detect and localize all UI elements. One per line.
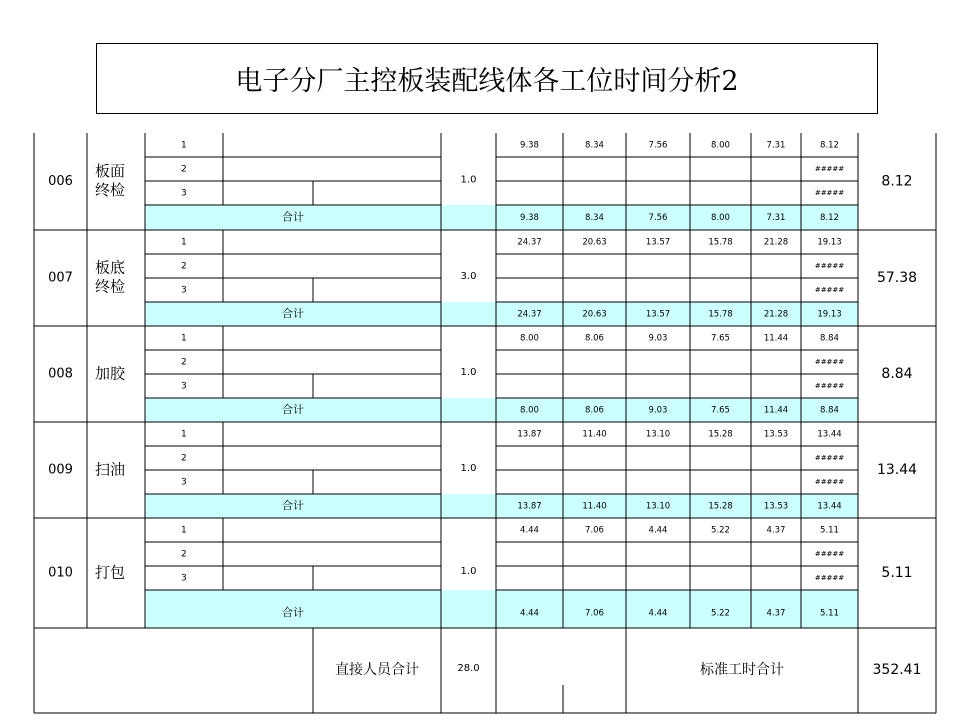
row-number: 2: [181, 164, 187, 175]
time-value: 5.22: [711, 525, 730, 536]
time-value: 20.63: [582, 237, 607, 248]
station-code: 008: [48, 366, 73, 382]
page-title: 电子分厂主控板装配线体各工位时间分析2: [96, 43, 878, 114]
time-value: 7.06: [585, 525, 604, 536]
subtotal-value: 4.44: [520, 608, 539, 619]
subtotal-value: 11.44: [763, 405, 789, 416]
subtotal-average: 5.11: [820, 608, 839, 619]
subtotal-average: 8.84: [820, 405, 839, 416]
time-value: 8.06: [585, 333, 604, 344]
subtotal-value: 8.00: [711, 213, 730, 223]
station-name: 终检: [95, 181, 126, 199]
row-number: 1: [181, 333, 187, 344]
factor-value: 1.0: [460, 174, 477, 186]
overflow-cell: #####: [814, 262, 845, 270]
subtotal-average: 13.44: [817, 501, 842, 512]
average-value: 8.84: [820, 333, 839, 344]
row-number: 2: [181, 453, 187, 464]
average-value: 8.12: [820, 140, 839, 151]
factor-value: 1.0: [460, 463, 477, 474]
overflow-cell: #####: [814, 165, 845, 173]
time-value: 7.56: [648, 140, 668, 151]
subtotal-fill: [496, 302, 858, 326]
station-name: 板面: [95, 162, 126, 180]
time-value: 9.38: [520, 140, 539, 151]
subtotal-value: 15.78: [708, 309, 733, 320]
subtotal-fill: [496, 494, 858, 518]
subtotal-fill: [496, 205, 858, 230]
row-number: 3: [181, 477, 187, 488]
subtotal-fill: [145, 494, 496, 518]
station-result: 8.12: [881, 173, 913, 190]
direct-staff-label: 直接人员合计: [335, 662, 419, 678]
row-number: 1: [181, 140, 187, 151]
std-hours-value: 352.41: [872, 662, 922, 678]
station-code: 009: [48, 462, 73, 478]
station-result: 8.84: [881, 366, 913, 382]
time-value: 4.44: [648, 525, 668, 536]
average-value: 13.44: [817, 429, 842, 440]
row-number: 3: [181, 285, 187, 296]
average-value: 19.13: [817, 237, 842, 248]
row-number: 2: [181, 357, 187, 368]
time-value: 9.03: [648, 333, 668, 344]
station-result: 5.11: [881, 565, 913, 581]
factor-value: 1.0: [460, 367, 477, 378]
time-value: 13.10: [645, 429, 671, 440]
subtotal-label: 合计: [282, 210, 304, 224]
time-value: 21.28: [763, 237, 789, 248]
station-code: 006: [48, 174, 73, 189]
time-value: 15.28: [708, 429, 733, 440]
station-name: 打包: [95, 563, 126, 582]
factor-value: 3.0: [460, 271, 477, 282]
row-number: 3: [181, 381, 187, 392]
subtotal-label: 合计: [282, 403, 304, 416]
factor-value: 1.0: [460, 566, 477, 577]
subtotal-value: 21.28: [763, 309, 789, 320]
row-number: 1: [181, 237, 187, 248]
time-value: 13.57: [645, 237, 671, 248]
subtotal-value: 7.31: [766, 213, 786, 223]
subtotal-value: 15.28: [708, 501, 733, 512]
subtotal-value: 4.37: [766, 608, 786, 619]
subtotal-value: 8.00: [520, 405, 539, 416]
subtotal-label: 合计: [282, 606, 304, 619]
row-number: 3: [181, 573, 187, 584]
subtotal-label: 合计: [282, 499, 304, 512]
time-value: 7.31: [766, 140, 786, 151]
subtotal-value: 4.44: [648, 608, 668, 619]
overflow-cell: #####: [814, 286, 845, 294]
overflow-cell: #####: [814, 574, 845, 582]
station-name: 板底: [95, 258, 126, 277]
time-value: 4.44: [520, 525, 539, 536]
time-value: 15.78: [708, 237, 733, 248]
subtotal-label: 合计: [282, 307, 304, 320]
subtotal-value: 8.34: [585, 213, 604, 223]
overflow-cell: #####: [814, 478, 845, 486]
subtotal-value: 13.87: [517, 501, 542, 512]
subtotal-average: 19.13: [817, 309, 842, 320]
average-value: 5.11: [820, 525, 839, 536]
overflow-cell: #####: [814, 358, 845, 366]
time-value: 24.37: [517, 237, 542, 248]
subtotal-value: 7.65: [711, 405, 730, 416]
station-result: 13.44: [876, 462, 918, 478]
subtotal-value: 5.22: [711, 608, 730, 619]
time-value: 11.40: [582, 429, 607, 440]
subtotal-fill: [145, 398, 496, 422]
subtotal-value: 11.40: [582, 501, 607, 512]
time-value: 8.00: [711, 140, 730, 151]
time-value: 7.65: [711, 333, 730, 344]
subtotal-value: 20.63: [582, 309, 607, 320]
row-number: 1: [181, 429, 187, 440]
subtotal-value: 13.10: [645, 501, 671, 512]
time-value: 13.87: [517, 429, 542, 440]
subtotal-value: 13.57: [645, 309, 671, 320]
time-value: 8.00: [520, 333, 539, 344]
row-number: 2: [181, 261, 187, 272]
subtotal-fill: [145, 205, 496, 230]
std-hours-label: 标准工时合计: [700, 662, 784, 678]
subtotal-value: 13.53: [763, 501, 789, 512]
station-result: 57.38: [876, 270, 918, 286]
subtotal-fill: [145, 302, 496, 326]
station-name: 扫油: [95, 460, 126, 479]
direct-staff-value: 28.0: [457, 663, 480, 674]
subtotal-average: 8.12: [820, 213, 839, 223]
overflow-cell: #####: [814, 454, 845, 462]
time-value: 8.34: [585, 140, 604, 151]
station-name: 终检: [95, 277, 126, 296]
station-code: 010: [48, 565, 73, 581]
row-number: 3: [181, 188, 187, 199]
subtotal-value: 9.03: [648, 405, 668, 416]
overflow-cell: #####: [814, 189, 845, 197]
subtotal-value: 24.37: [517, 309, 542, 320]
subtotal-fill: [496, 590, 858, 628]
row-number: 2: [181, 549, 187, 560]
overflow-cell: #####: [814, 550, 845, 558]
time-value: 13.53: [763, 429, 789, 440]
station-code: 007: [48, 270, 73, 286]
subtotal-fill: [145, 590, 496, 628]
subtotal-value: 7.56: [648, 213, 668, 223]
subtotal-value: 8.06: [585, 405, 604, 416]
time-value: 4.37: [766, 525, 786, 536]
station-name: 加胶: [95, 364, 126, 383]
subtotal-value: 9.38: [520, 213, 539, 223]
overflow-cell: #####: [814, 382, 845, 390]
subtotal-value: 7.06: [585, 608, 604, 619]
row-number: 1: [181, 525, 187, 536]
subtotal-fill: [496, 398, 858, 422]
time-value: 11.44: [763, 333, 789, 344]
